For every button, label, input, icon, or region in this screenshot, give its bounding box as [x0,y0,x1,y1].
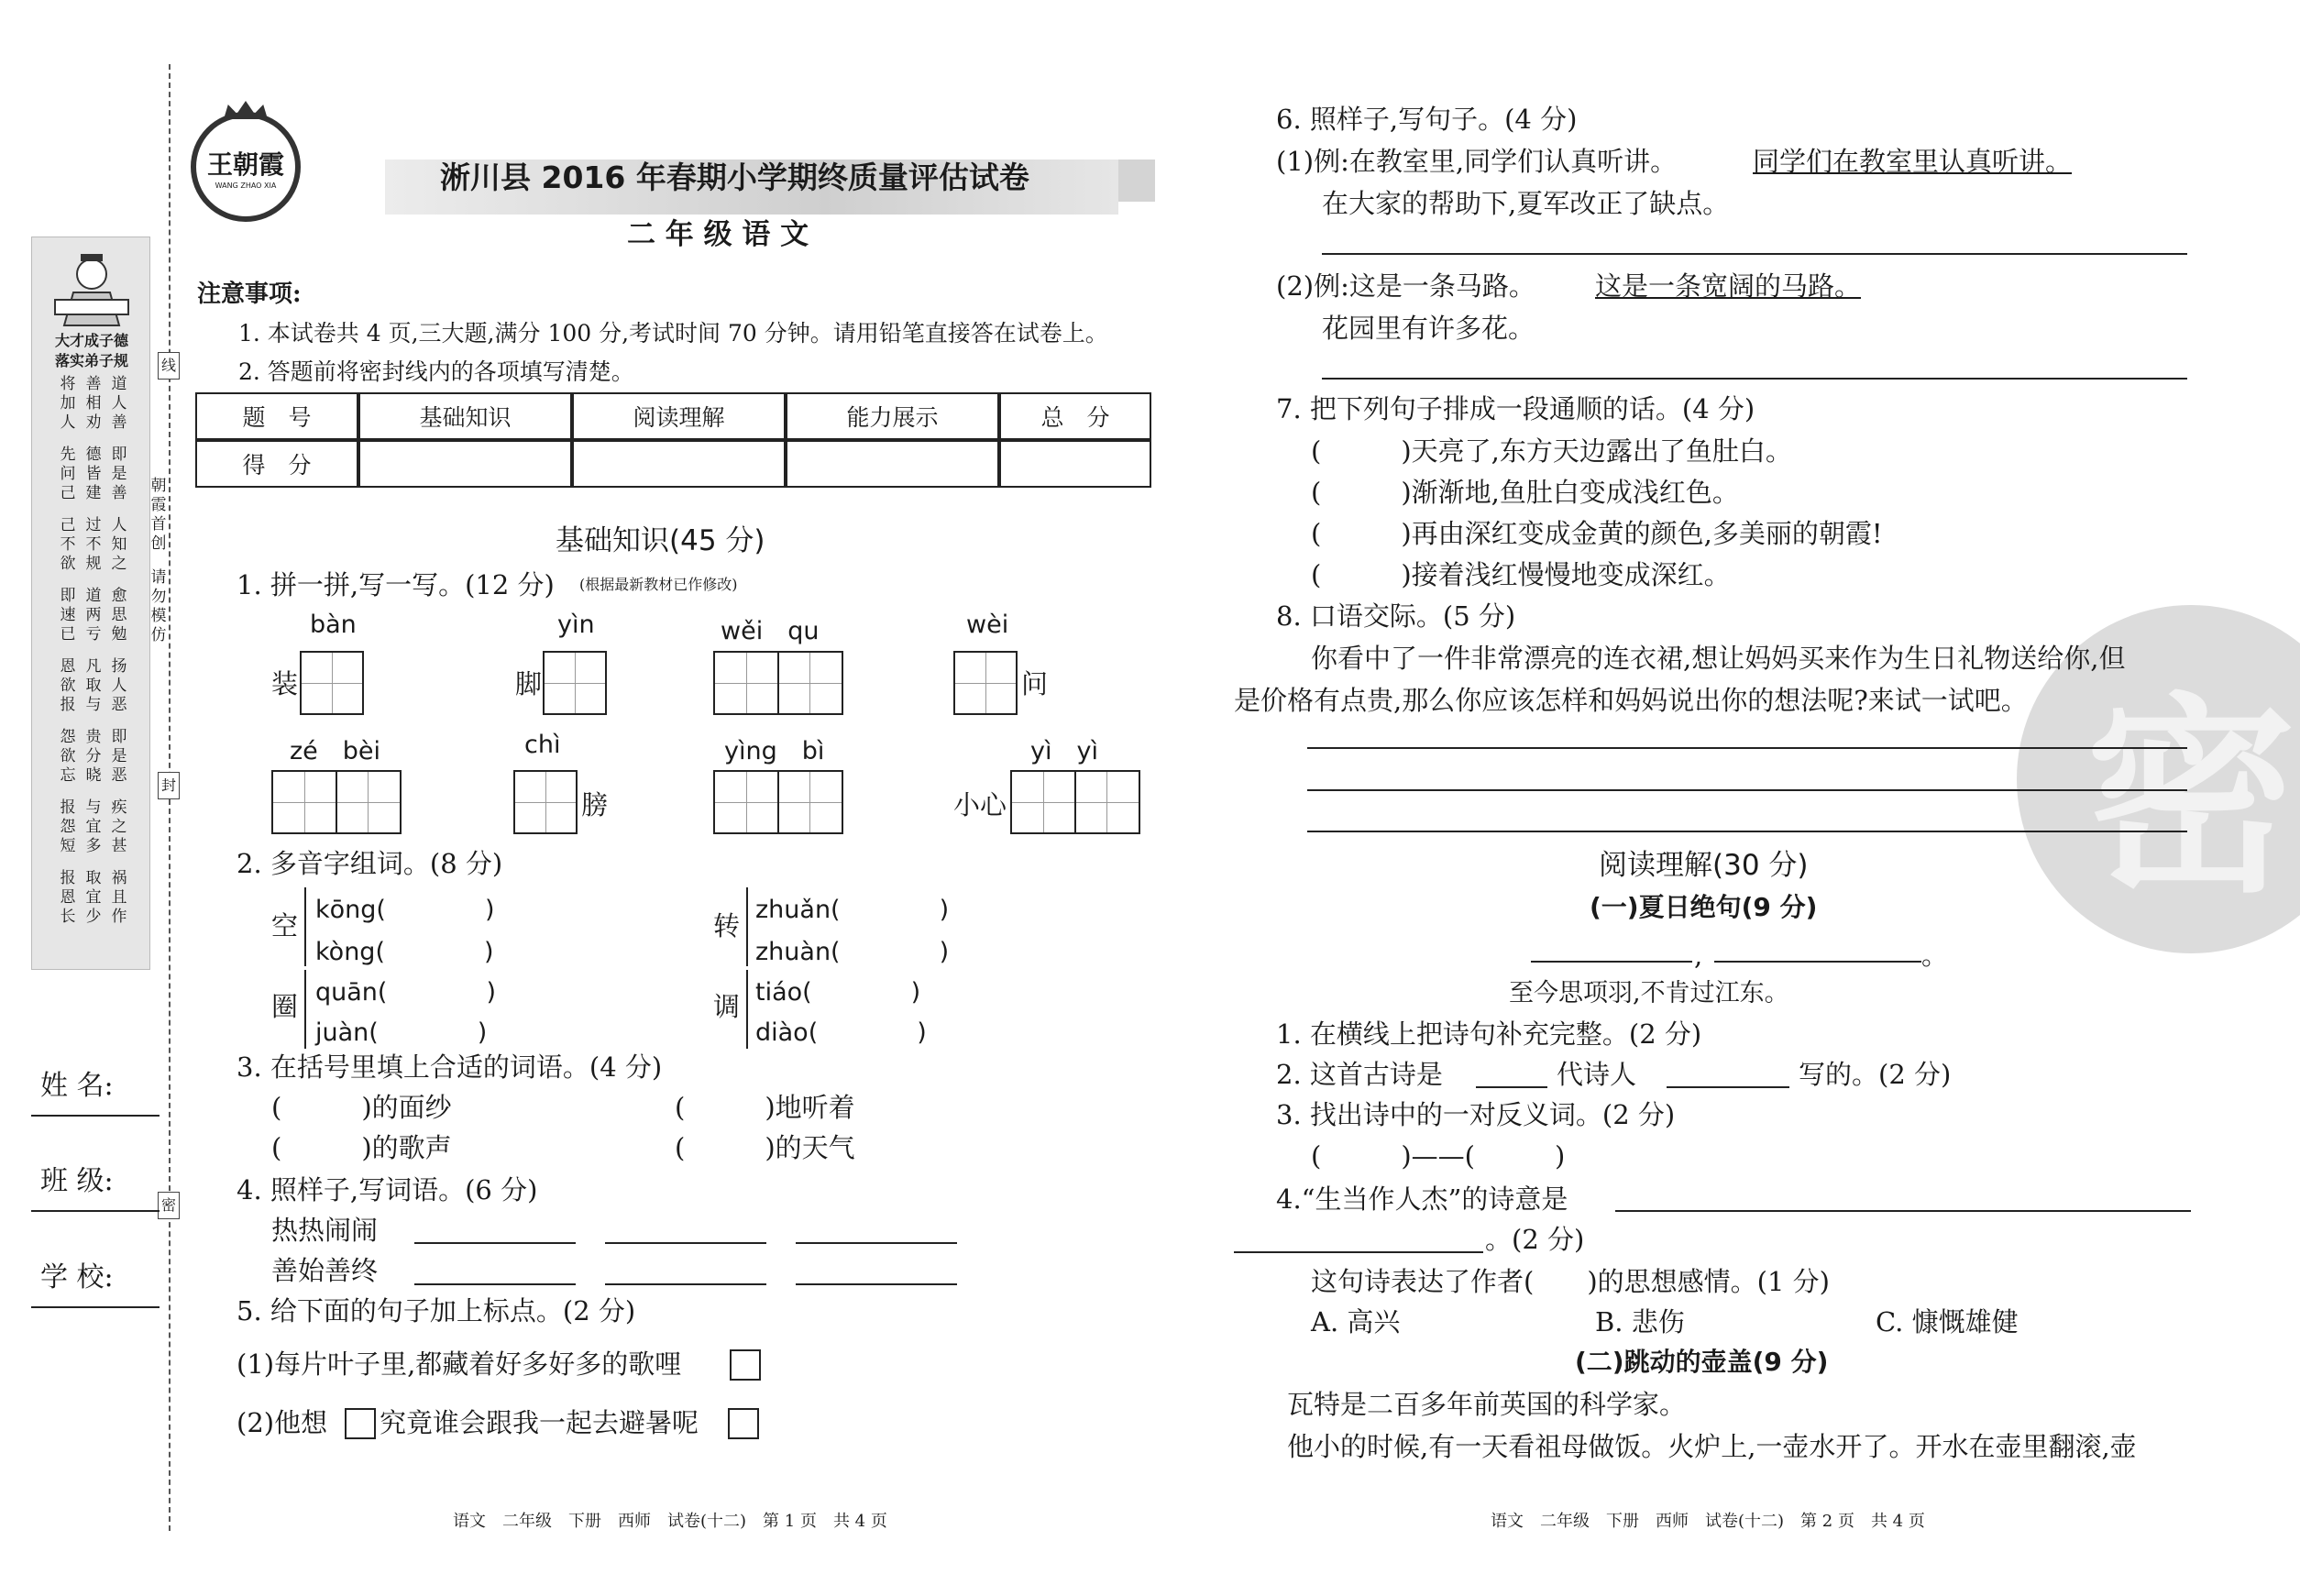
answer-line[interactable] [1234,1251,1483,1253]
motto-column: 与宜多 [85,798,102,855]
motto-column: 取宜少 [85,869,102,926]
q4-example: 热热闹闹 [271,1215,379,1246]
passage-line-2: 他小的时候,有一天看祖母做饭。火炉上,一壶水开了。开水在壶里翻滚,壶 [1287,1431,2137,1462]
motto-column: 恩欲报 [60,657,76,714]
reading-q4c: 这句诗表达了作者( )的思想感情。(1 分) [1311,1266,1830,1297]
school-field[interactable] [31,1306,160,1308]
poem-punct-1: , [1694,940,1703,971]
motto-column: 愈思勉 [111,587,127,644]
score-header-4: 能力展示 [786,392,999,440]
pinyin: yìn [557,611,595,639]
q6-task-1: 在大家的帮助下,夏军改正了缺点。 [1322,188,1730,219]
answer-line[interactable] [414,1283,576,1285]
motto-line-2: 落实弟子规 [54,352,128,369]
exam-title: 淅川县 2016 年春期小学期终质量评估试卷 [440,160,1029,195]
answer-line[interactable] [1322,253,2187,255]
motto-column: 报怨短 [60,798,76,855]
q6-title: 6. 照样子,写句子。(4 分) [1276,104,1578,135]
polyphone-char: 调 [713,991,741,1022]
polyphone-char: 空 [271,910,299,941]
score-header-1: 题 号 [195,392,358,440]
score-row-label: 得 分 [195,440,358,488]
answer-line[interactable] [1307,789,2187,791]
q1-title: 1. 拼一拼,写一写。(12 分) [237,569,555,600]
poem-blank-1[interactable] [1531,961,1692,963]
punctuation-box[interactable] [345,1408,376,1439]
q3-item: ( )地听着 [675,1092,855,1123]
reading-q3-blanks: ( )——( ) [1311,1140,1566,1172]
q4-example: 善始善终 [271,1255,379,1286]
school-label: 学 校: [40,1261,114,1293]
q4-title: 4. 照样子,写词语。(6 分) [237,1174,538,1205]
q8-title: 8. 口语交际。(5 分) [1276,600,1516,632]
motto-column: 疾之甚 [111,798,127,855]
reading-q1: 1. 在横线上把诗句补充完整。(2 分) [1276,1018,1702,1050]
notice-heading: 注意事项: [197,281,302,308]
class-field[interactable] [31,1210,160,1212]
motto-column: 怨欲忘 [60,728,76,785]
motto-column: 道人善 [111,375,127,432]
answer-line[interactable] [605,1283,766,1285]
score-table [195,392,1151,488]
pinyin: wěi qu [721,617,820,645]
hanzi: 脚 [515,668,543,699]
answer-line[interactable] [1476,1086,1547,1088]
motto-column: 德皆建 [85,446,102,502]
q6-task-2: 花园里有许多花。 [1322,313,1535,344]
q5-title: 5. 给下面的句子加上标点。(2 分) [237,1295,636,1326]
q3-item: ( )的天气 [675,1132,855,1163]
motto-column: 报恩长 [60,869,76,926]
score-header-5: 总 分 [999,392,1151,440]
seal-mark-2: 封 [158,772,180,799]
q5-sentence-1: (1)每片叶子里,都藏着好多好多的歌哩 [237,1348,682,1380]
hanzi: 膀 [581,789,609,820]
q7-item: ( )渐渐地,鱼肚白变成浅红色。 [1311,477,1739,508]
option-a[interactable]: A. 高兴 [1311,1306,1401,1337]
writing-box[interactable] [543,651,607,715]
polyphone-reading: zhuàn( ) [755,938,950,966]
q2-title: 2. 多音字组词。(8 分) [237,848,503,879]
notice-line-1: 1. 本试卷共 4 页,三大题,满分 100 分,考试时间 70 分钟。请用铅笔直接答在试卷上。 [238,320,1108,347]
class-label: 班 级: [40,1165,114,1197]
pinyin: zé bèi [290,737,381,765]
reading-2-title: (二)跳动的壶盖(9 分) [1575,1347,1829,1377]
copyright-note-1: 朝霞首创 [150,477,167,553]
motto-column: 善相劝 [85,375,102,432]
section1-title: 基础知识(45 分) [556,524,765,557]
q7-item: ( )接着浅红慢慢地变成深红。 [1311,559,1731,590]
answer-line[interactable] [796,1242,957,1244]
q1-note: (根据最新教材已作修改) [579,576,738,593]
q5-sentence-2b: 究竟谁会跟我一起去避暑呢 [380,1407,699,1438]
polyphone-reading: diào( ) [755,1018,927,1047]
motto-column: 即速已 [60,587,76,644]
score-cell[interactable] [786,440,999,488]
poem-punct-2: 。 [1921,940,1949,971]
seal-mark-1: 线 [158,352,180,380]
notice-line-2: 2. 答题前将密封线内的各项填写清楚。 [238,358,634,385]
writing-box-double[interactable] [713,651,843,715]
polyphone-reading: tiáo( ) [755,978,921,1007]
answer-line[interactable] [605,1242,766,1244]
poem-line-2: 至今思项羽,不肯过江东。 [1509,979,1789,1007]
poem-blank-2[interactable] [1714,961,1921,963]
hanzi: 小心 [953,789,1007,820]
motto-column: 祸且作 [111,869,127,926]
q3-item: ( )的面纱 [271,1092,452,1123]
answer-line[interactable] [1307,831,2187,832]
pinyin: yì yì [1030,737,1098,765]
seal-mark-3: 密 [158,1192,180,1219]
name-field[interactable] [31,1115,160,1117]
polyphone-reading: quān( ) [315,978,496,1007]
motto-panel [31,237,150,970]
reading-q4a: 4.“生当作人杰”的诗意是 [1276,1183,1568,1215]
reading-q3: 3. 找出诗中的一对反义词。(2 分) [1276,1099,1676,1130]
polyphone-char: 转 [713,910,741,941]
reading-q2b: 代诗人 [1557,1059,1637,1090]
q3-title: 3. 在括号里填上合适的词语。(4 分) [237,1051,663,1083]
motto-column: 过不规 [85,516,102,573]
motto-column: 人知之 [111,516,127,573]
q6-example-1: (1)例:在教室里,同学们认真听讲。 [1276,146,1678,177]
q6-example-2-answer: 这是一条宽阔的马路。 [1595,270,1862,302]
pinyin: chì [524,731,561,759]
q3-item: ( )的歌声 [271,1132,452,1163]
score-header-3: 阅读理解 [572,392,786,440]
option-c[interactable]: C. 慷慨雄健 [1876,1306,2019,1337]
writing-box-double[interactable] [271,770,402,834]
motto-column: 己不欲 [60,516,76,573]
motto-column: 即是善 [111,446,127,502]
pinyin: wèi [966,611,1009,639]
footer-right: 语文 二年级 下册 西师 试卷(十二) 第 2 页 共 4 页 [1491,1512,1925,1531]
answer-line[interactable] [1667,1086,1789,1088]
scholar-illustration [41,245,142,327]
polyphone-reading: juàn( ) [315,1018,488,1047]
writing-box[interactable] [953,651,1018,715]
motto-line-1: 大才成子德 [54,332,128,349]
hanzi: 装 [271,668,299,699]
motto-column: 将加人 [60,375,76,432]
polyphone-reading: zhuǎn( ) [755,896,950,924]
writing-box[interactable] [513,770,578,834]
brace [746,970,748,1049]
motto-column: 凡取与 [85,657,102,714]
punctuation-box[interactable] [730,1349,761,1381]
punctuation-box[interactable] [728,1408,759,1439]
q6-example-1-answer: 同学们在教室里认真听讲。 [1753,146,2073,177]
exam-subtitle: 二 年 级 语 文 [627,218,809,251]
polyphone-reading: kōng( ) [315,896,495,924]
score-cell[interactable] [999,440,1151,488]
answer-line[interactable] [414,1242,576,1244]
q8-text-2: 是价格有点贵,那么你应该怎样和妈妈说出你的想法呢?来试一试吧。 [1234,685,2028,716]
q5-sentence-2a: (2)他想 [237,1407,328,1438]
brace [304,970,306,1049]
logo [191,112,301,222]
copyright-note-2: 请勿模仿 [150,568,167,644]
q6-example-2: (2)例:这是一条马路。 [1276,270,1535,302]
pinyin: yìng bì [724,737,825,765]
score-cell[interactable] [572,440,786,488]
hanzi: 问 [1021,668,1049,699]
answer-line[interactable] [1322,378,2187,380]
motto-column: 扬人恶 [111,657,127,714]
name-label: 姓 名: [40,1070,114,1102]
reading-q2a: 2. 这首古诗是 [1276,1059,1443,1090]
q8-text-1: 你看中了一件非常漂亮的连衣裙,想让妈妈买来作为生日礼物送给你,但 [1311,643,2126,674]
brace [304,887,306,966]
motto-column: 先问己 [60,446,76,502]
section2-title: 阅读理解(30 分) [1599,849,1809,882]
q7-item: ( )再由深红变成金黄的颜色,多美丽的朝霞! [1311,518,1883,549]
passage-line-1: 瓦特是二百多年前英国的科学家。 [1287,1389,1687,1420]
reading-q4b: 。(2 分) [1485,1224,1585,1255]
score-header-2: 基础知识 [358,392,572,440]
motto-column: 贵分晓 [85,728,102,785]
logo-subtext: WANG ZHAO XIA [215,181,277,190]
answer-line[interactable] [1307,747,2187,749]
q7-item: ( )天亮了,东方天边露出了鱼肚白。 [1311,435,1792,467]
score-cell[interactable] [358,440,572,488]
reading-1-title: (一)夏日绝句(9 分) [1590,892,1818,922]
answer-line[interactable] [796,1283,957,1285]
writing-box-double[interactable] [713,770,843,834]
footer-left: 语文 二年级 下册 西师 试卷(十二) 第 1 页 共 4 页 [453,1512,887,1531]
writing-box[interactable] [300,651,364,715]
writing-box-double[interactable] [1010,770,1140,834]
q7-title: 7. 把下列句子排成一段通顺的话。(4 分) [1276,393,1755,424]
brace [746,887,748,966]
option-b[interactable]: B. 悲伤 [1595,1306,1685,1337]
reading-q2c: 写的。(2 分) [1799,1059,1952,1090]
motto-column: 道两亏 [85,587,102,644]
pinyin: bàn [310,611,357,639]
polyphone-reading: kòng( ) [315,938,494,966]
logo-text: 王朝霞 [206,149,284,180]
polyphone-char: 圈 [271,991,299,1022]
motto-column: 即是恶 [111,728,127,785]
watermark-seal: 密 [2017,605,2300,953]
answer-line[interactable] [1615,1210,2191,1212]
